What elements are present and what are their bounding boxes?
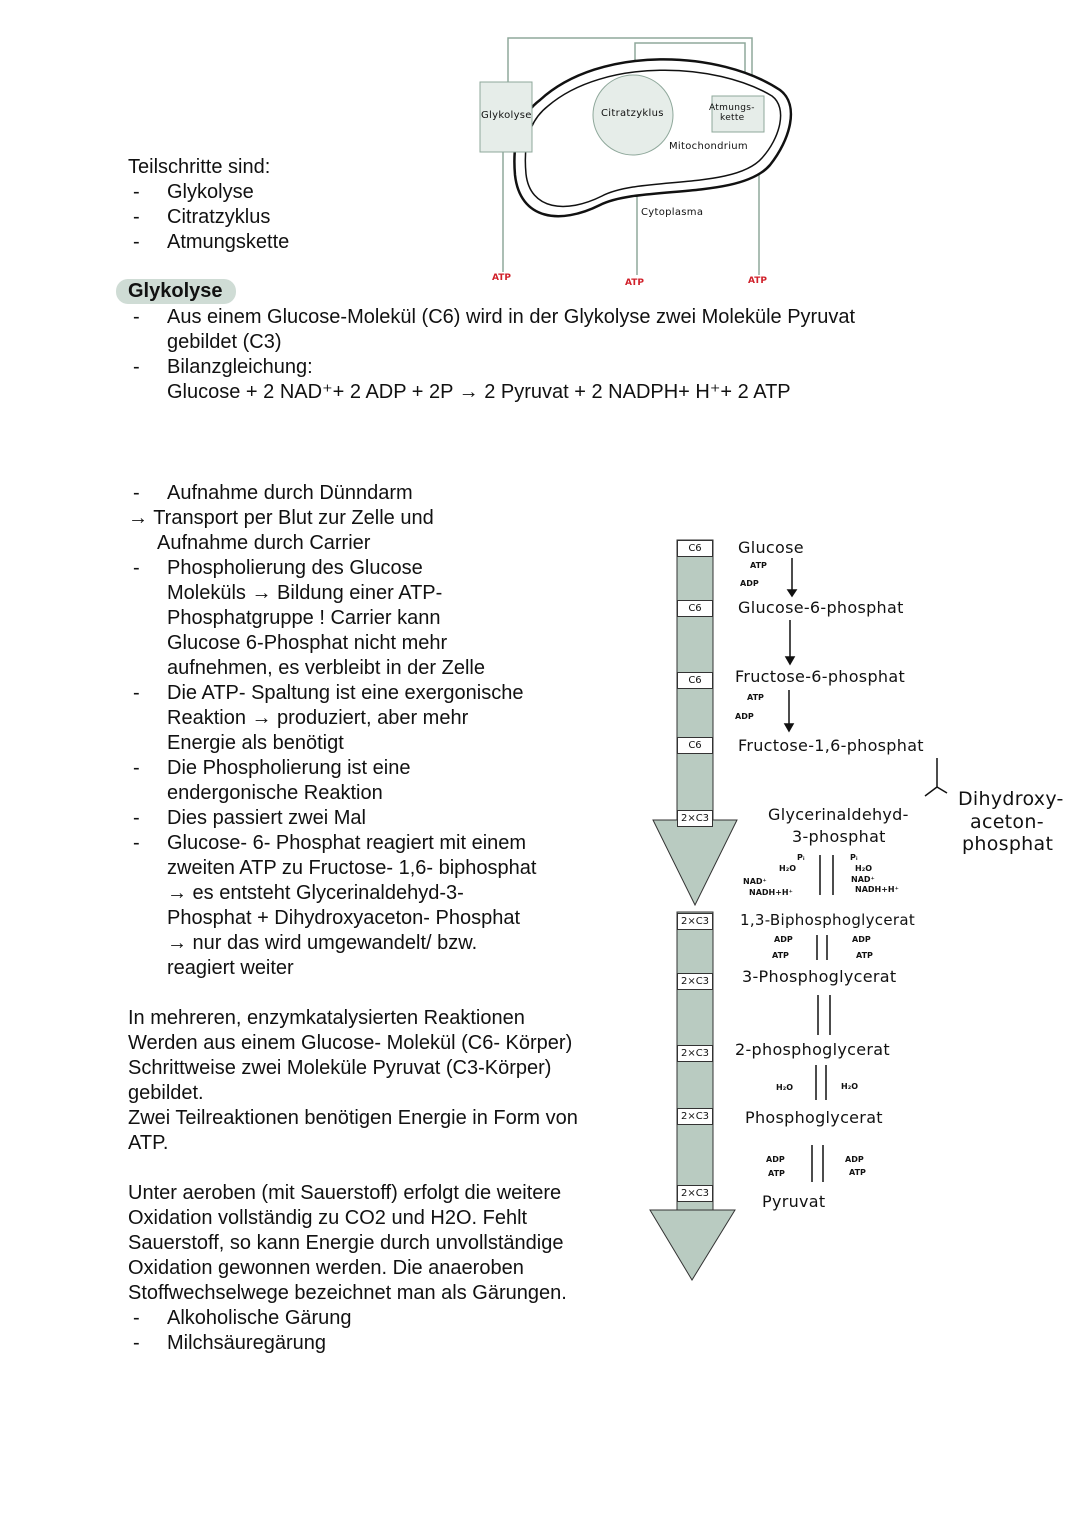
atp-output-citratzyklus: ATP <box>625 278 645 288</box>
garung-item: Milchsäuregärung <box>167 1332 326 1354</box>
paragraph-line: Zwei Teilreaktionen benötigen Energie in Form von <box>128 1107 578 1129</box>
detail-line: endergonische Reaktion <box>167 782 383 804</box>
detail-line: Aufnahme durch Dünndarm <box>167 482 413 504</box>
cofactor-atp: ATP <box>747 693 764 702</box>
step-pyruvat: Pyruvat <box>762 1192 826 1211</box>
detail-line: Glucose- 6- Phosphat reagiert mit einem <box>167 832 527 854</box>
intro-list-item: Citratzyklus <box>167 206 271 228</box>
cofactor-atp: ATP <box>768 1169 785 1178</box>
bullet-dash: - <box>133 1332 140 1354</box>
cofactor-adp: ADP <box>740 579 759 588</box>
detail-line: → nur das wird umgewandelt/ bzw. <box>167 932 478 954</box>
paragraph-line: gebildet. <box>128 1082 204 1104</box>
paragraph-line: Schrittweise zwei Moleküle Pyruvat (C3-Körper) <box>128 1057 552 1079</box>
bullet-dash: - <box>133 482 140 504</box>
step-3-phosphoglycerat: 3-Phosphoglycerat <box>742 967 897 986</box>
detail-line: Die Phospholierung ist eine <box>167 757 411 779</box>
paragraph-line: Oxidation gewonnen werden. Die anaeroben <box>128 1257 524 1279</box>
intro-title: Teilschritte sind: <box>128 156 271 178</box>
bullet-dash: - <box>133 757 140 779</box>
cofactor-adp: ADP <box>766 1155 785 1164</box>
bullet-dash: - <box>133 231 140 253</box>
bullet-dash: - <box>133 306 140 328</box>
step-dihydroxy-2: aceton- <box>970 811 1044 833</box>
glykolyse-line: Glucose + 2 NAD⁺+ 2 ADP + 2P → 2 Pyruvat + 2 NADPH+ H⁺+ 2 ATP <box>167 381 791 403</box>
paragraph-line: Werden aus einem Glucose- Molekül (C6- Körper) <box>128 1032 573 1054</box>
cofactor-nadh: NADH+H⁺ <box>749 888 793 897</box>
carbon-count-cell: 2×C3 <box>677 810 713 827</box>
carbon-count-cell: 2×C3 <box>677 973 713 990</box>
paragraph-line: In mehreren, enzymkatalysierten Reaktionen <box>128 1007 525 1029</box>
label-atmungskette-2: kette <box>720 113 745 123</box>
step-dihydroxy-1: Dihydroxy- <box>958 788 1064 810</box>
detail-line: Phosphatgruppe ! Carrier kann <box>167 607 441 629</box>
cofactor-h2o: H₂O <box>855 864 872 873</box>
detail-line: zweiten ATP zu Fructose- 1,6- biphosphat <box>167 857 537 879</box>
detail-line: → Transport per Blut zur Zelle und <box>128 507 434 529</box>
glykolyse-line: gebildet (C3) <box>167 331 282 353</box>
detail-line: aufnehmen, es verbleibt in der Zelle <box>167 657 485 679</box>
intro-list-item: Atmungskette <box>167 231 290 253</box>
paragraph-line: Sauerstoff, so kann Energie durch unvollständige <box>128 1232 564 1254</box>
carbon-count-cell: C6 <box>677 600 713 617</box>
step-glucose: Glucose <box>738 538 804 557</box>
cofactor-adp: ADP <box>845 1155 864 1164</box>
cofactor-adp: ADP <box>852 935 871 944</box>
cofactor-atp: ATP <box>772 951 789 960</box>
bullet-dash: - <box>133 356 140 378</box>
carbon-count-cell: C6 <box>677 672 713 689</box>
bullet-dash: - <box>133 206 140 228</box>
detail-line: Dies passiert zwei Mal <box>167 807 366 829</box>
detail-line: Energie als benötigt <box>167 732 344 754</box>
carbon-count-cell: 2×C3 <box>677 1185 713 1202</box>
detail-line: reagiert weiter <box>167 957 294 979</box>
bullet-dash: - <box>133 682 140 704</box>
step-phosphoglycerat: Phosphoglycerat <box>745 1108 883 1127</box>
cofactor-h2o: H₂O <box>779 864 796 873</box>
detail-line: Reaktion → produziert, aber mehr <box>167 707 469 729</box>
bullet-dash: - <box>133 807 140 829</box>
cofactor-h2o: H₂O <box>841 1082 858 1091</box>
cofactor-nadh: NADH+H⁺ <box>855 885 899 894</box>
label-cytoplasma: Cytoplasma <box>641 207 704 218</box>
atp-output-glykolyse: ATP <box>492 273 512 283</box>
paragraph-line: Unter aeroben (mit Sauerstoff) erfolgt die weitere <box>128 1182 562 1204</box>
step-glucose-6-phosphat: Glucose-6-phosphat <box>738 598 904 617</box>
cofactor-h2o: H₂O <box>776 1083 793 1092</box>
paragraph-line: ATP. <box>128 1132 169 1154</box>
step-glycerinaldehyd-2: 3-phosphat <box>792 827 886 846</box>
detail-line: → es entsteht Glycerinaldehyd-3- <box>167 882 464 904</box>
label-glykolyse: Glykolyse <box>481 110 532 121</box>
cofactor-adp: ADP <box>774 935 793 944</box>
bullet-dash: - <box>133 1307 140 1329</box>
garung-item: Alkoholische Gärung <box>167 1307 352 1329</box>
bullet-dash: - <box>133 832 140 854</box>
detail-line: Phosphat + Dihydroxyaceton- Phosphat <box>167 907 520 929</box>
section-heading-glykolyse: Glykolyse <box>116 279 236 304</box>
paragraph-line: Oxidation vollständig zu CO2 und H2O. Fehlt <box>128 1207 528 1229</box>
cofactor-atp: ATP <box>849 1168 866 1177</box>
label-mitochondrium: Mitochondrium <box>669 141 748 152</box>
cofactor-nad: NAD⁺ <box>851 875 875 884</box>
detail-line: Die ATP- Spaltung ist eine exergonische <box>167 682 524 704</box>
carbon-count-cell: 2×C3 <box>677 1045 713 1062</box>
carbon-count-cell: 2×C3 <box>677 913 713 930</box>
cofactor-pi: Pᵢ <box>850 853 858 862</box>
cofactor-atp: ATP <box>856 951 873 960</box>
cofactor-pi: Pᵢ <box>797 853 805 862</box>
intro-list-item: Glykolyse <box>167 181 254 203</box>
glykolyse-line: Bilanzgleichung: <box>167 356 313 378</box>
carbon-count-cell: 2×C3 <box>677 1108 713 1125</box>
label-citratzyklus: Citratzyklus <box>601 108 664 119</box>
cofactor-nad: NAD⁺ <box>743 877 767 886</box>
cofactor-adp: ADP <box>735 712 754 721</box>
cofactor-atp: ATP <box>750 561 767 570</box>
detail-line: Phospholierung des Glucose <box>167 557 423 579</box>
atp-output-atmungskette: ATP <box>748 276 768 286</box>
glykolyse-line: Aus einem Glucose-Molekül (C6) wird in der Glykolyse zwei Moleküle Pyruvat <box>167 306 856 328</box>
label-atmungskette-1: Atmungs- <box>709 103 755 113</box>
detail-line: Moleküls → Bildung einer ATP- <box>167 582 443 604</box>
step-fructose-6-phosphat: Fructose-6-phosphat <box>735 667 906 686</box>
paragraph-line: Stoffwechselwege bezeichnet man als Gärungen. <box>128 1282 567 1304</box>
step-dihydroxy-3: phosphat <box>962 833 1054 855</box>
carbon-count-cell: C6 <box>677 737 713 754</box>
bullet-dash: - <box>133 181 140 203</box>
carbon-count-cell: C6 <box>677 540 713 557</box>
detail-line: Glucose 6-Phosphat nicht mehr <box>167 632 448 654</box>
step-2-phosphoglycerat: 2-phosphoglycerat <box>735 1040 890 1059</box>
step-fructose-1-6-phosphat: Fructose-1,6-phosphat <box>738 736 924 755</box>
step-glycerinaldehyd-1: Glycerinaldehyd- <box>768 805 909 824</box>
bullet-dash: - <box>133 557 140 579</box>
step-1-3-biphosphoglycerat: 1,3-Biphosphoglycerat <box>740 911 915 929</box>
detail-line: Aufnahme durch Carrier <box>157 532 371 554</box>
